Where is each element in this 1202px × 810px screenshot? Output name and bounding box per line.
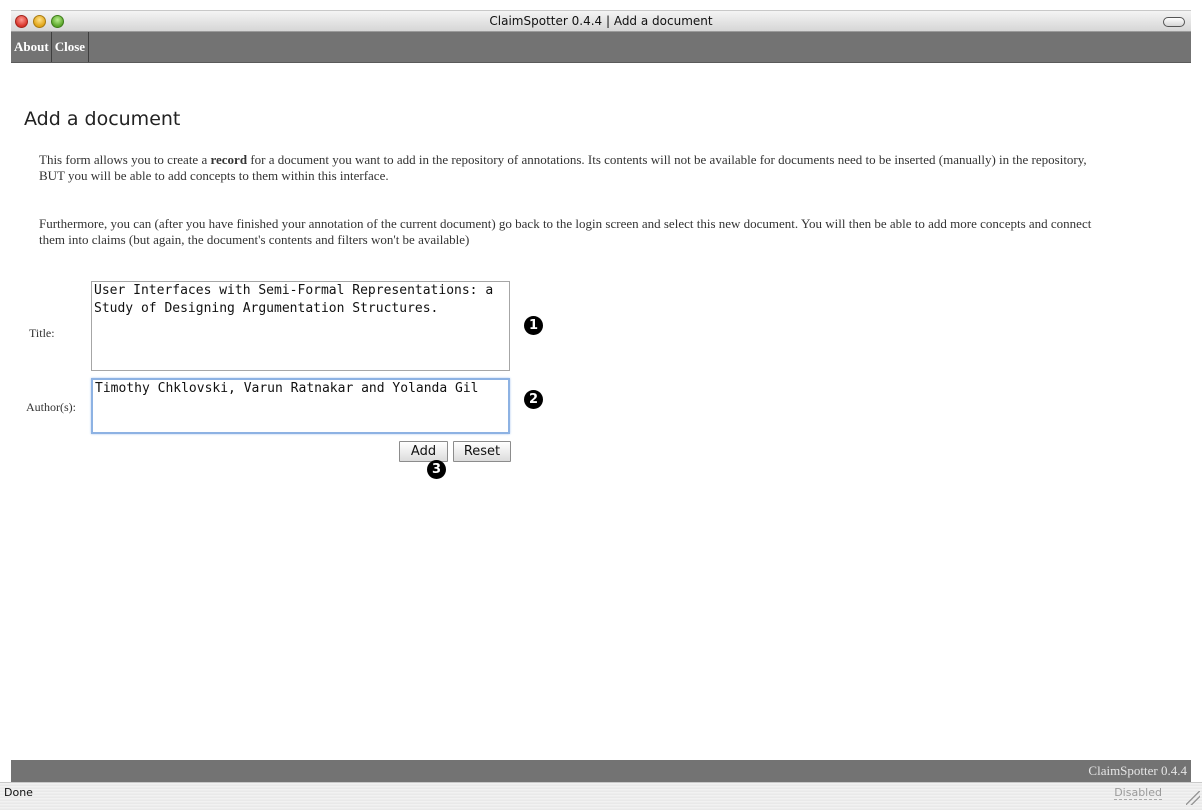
page-title: Add a document (24, 108, 181, 130)
add-button[interactable]: Add (399, 441, 448, 462)
callout-three-marker: 3 (427, 460, 446, 479)
status-bar (0, 782, 1202, 810)
intro-text-end: for a document you want to add in the repository of annotations. Its contents will not be available for documents need to be inserted (manually) in the repository, BUT you will be able to add concepts to them within this interface. (39, 152, 1087, 183)
toolbar-toggle-icon[interactable] (1163, 17, 1185, 27)
footer-bar (11, 760, 1191, 782)
followup-paragraph: Furthermore, you can (after you have finished your annotation of the current document) go back to the login screen and select this new document. You will then be able to add more concepts and connect them into claims (but again, the document's contents and filters won't be available) (39, 216, 1092, 247)
callout-one-marker: 1 (524, 316, 543, 335)
author-label: Author(s): (26, 400, 76, 414)
status-disabled-indicator: Disabled (1114, 786, 1162, 799)
intro-text-bold: record (210, 152, 248, 167)
callout-two-marker: 2 (524, 390, 543, 409)
intro-paragraph (39, 152, 1099, 184)
window-titlebar (11, 10, 1191, 32)
menu-bar (11, 32, 1191, 63)
author-textarea[interactable] (91, 378, 510, 434)
resize-grip-icon[interactable] (1186, 791, 1200, 805)
title-textarea[interactable] (91, 281, 510, 371)
menu-item-about[interactable]: About (11, 32, 52, 62)
status-text: Done (4, 786, 33, 799)
reset-button[interactable]: Reset (453, 441, 511, 462)
window-title: ClaimSpotter 0.4.4 | Add a document (489, 14, 713, 28)
desktop-edge (0, 0, 11, 810)
title-label: Title: (29, 326, 55, 340)
footer-version: ClaimSpotter 0.4.4 (1088, 763, 1187, 778)
intro-text-start: This form allows you to create a (39, 152, 211, 167)
menu-item-close[interactable]: Close (52, 32, 89, 62)
